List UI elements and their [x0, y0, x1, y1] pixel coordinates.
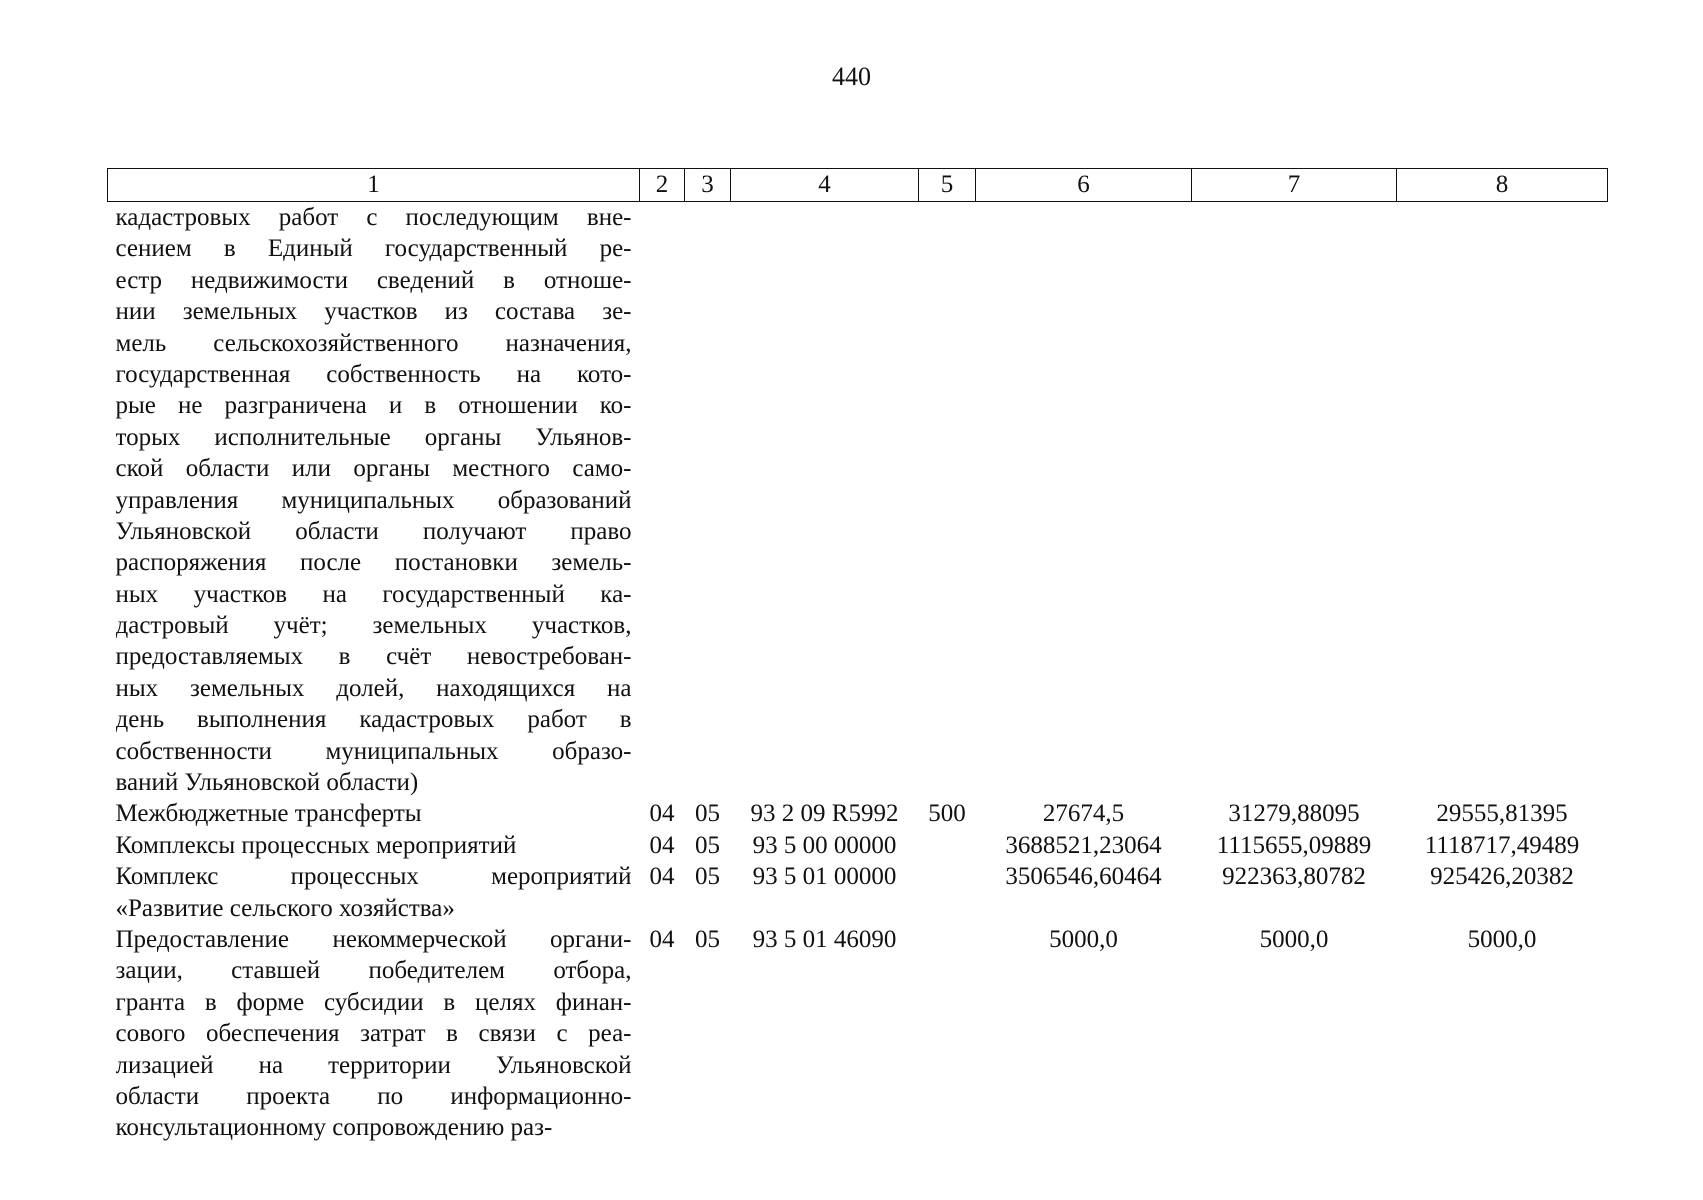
cell-c5	[919, 202, 976, 799]
row-name-cell	[108, 830, 640, 861]
cell-c4: 93 2 09 R5992	[750, 800, 899, 828]
row-name-line: Межбюджетные трансферты	[115, 800, 422, 828]
row-name-line: ных земельных долей, находящихся на	[115, 674, 632, 702]
column-header: 6	[976, 169, 1192, 202]
cell-c5	[919, 924, 976, 1144]
table-row	[108, 830, 1608, 861]
row-name-line: Комплекс процессных мероприятий	[115, 863, 632, 891]
cell-c3: 05	[695, 831, 720, 859]
cell-c7	[1192, 202, 1397, 799]
cell-c2: 04	[649, 863, 675, 891]
cell-c7: 31279,88095	[1228, 800, 1360, 828]
row-name-line: рые не разграничена и в отношении ко-	[115, 392, 632, 420]
cell-c5	[919, 830, 976, 861]
row-name-line: «Развитие сельского хозяйства»	[115, 894, 455, 922]
cell-c6: 3688521,23064	[1005, 831, 1162, 859]
cell-c3: 05	[695, 926, 720, 954]
table-row	[108, 798, 1608, 829]
cell-c4: 93 5 00 00000	[752, 831, 897, 859]
column-header: 3	[685, 169, 731, 202]
cell-c3	[685, 202, 731, 799]
cell-c7: 1115655,09889	[1216, 831, 1372, 859]
row-name-line: собственности муниципальных образо-	[115, 737, 632, 765]
cell-c2: 04	[649, 831, 675, 859]
page-number: 440	[832, 62, 871, 91]
row-name-cell	[108, 798, 640, 829]
column-header: 2	[640, 169, 685, 202]
row-name-cell	[108, 202, 640, 799]
table-row	[108, 202, 1608, 799]
row-name-line: государственная собственность на кото-	[115, 360, 632, 388]
row-name-cell	[108, 861, 640, 924]
row-name-cell	[108, 924, 640, 1144]
cell-c6: 3506546,60464	[1005, 863, 1162, 891]
cell-c2: 04	[649, 926, 675, 954]
cell-c5: 500	[928, 800, 966, 828]
table-header-row	[108, 169, 1608, 202]
row-name-line: торых исполнительные органы Ульянов-	[115, 423, 632, 451]
row-name-line: области проекта по информационно-	[115, 1082, 632, 1110]
cell-c5	[919, 861, 976, 924]
row-name-line: сового обеспечения затрат в связи с реа-	[115, 1020, 632, 1048]
row-name-line: мель сельскохозяйственного назначения,	[115, 329, 632, 357]
row-name-line: управления муниципальных образований	[115, 486, 632, 514]
row-name-line: ных участков на государственный ка-	[115, 580, 632, 608]
cell-c4: 93 5 01 46090	[752, 926, 897, 954]
cell-c8: 5000,0	[1467, 926, 1537, 954]
cell-c6	[976, 202, 1192, 799]
cell-c2	[640, 202, 685, 799]
cell-c6: 5000,0	[1049, 926, 1118, 954]
table-row	[108, 924, 1608, 1144]
row-name-line: предоставляемых в счёт невостребован-	[115, 643, 632, 671]
row-name-line: зации, ставшей победителем отбора,	[115, 957, 632, 985]
row-name-line: лизацией на территории Ульяновской	[115, 1051, 632, 1079]
cell-c8: 1118717,49489	[1424, 831, 1580, 859]
row-name-line: день выполнения кадастровых работ в	[115, 706, 632, 734]
row-name-line: распоряжения после постановки земель-	[115, 549, 632, 577]
cell-c3: 05	[695, 800, 720, 828]
cell-c7: 922363,80782	[1222, 863, 1366, 891]
row-name-line: Предоставление некоммерческой органи-	[115, 926, 632, 954]
cell-c8: 925426,20382	[1430, 863, 1574, 891]
cell-c4	[731, 202, 919, 799]
column-header: 8	[1397, 169, 1608, 202]
row-name-line: ваний Ульяновской области)	[115, 769, 419, 797]
row-name-line: естр недвижимости сведений в отноше-	[115, 266, 632, 294]
row-name-line: дастровый учёт; земельных участков,	[115, 612, 632, 640]
cell-c2: 04	[649, 800, 675, 828]
cell-c8	[1397, 202, 1608, 799]
row-name-line: сением в Единый государственный ре-	[115, 235, 632, 263]
cell-c7: 5000,0	[1259, 926, 1329, 954]
cell-c4: 93 5 01 00000	[752, 863, 897, 891]
row-name-line: гранта в форме субсидии в целях финан-	[115, 988, 632, 1016]
cell-c8: 29555,81395	[1436, 800, 1568, 828]
column-header: 1	[108, 169, 640, 202]
row-name-line: Ульяновской области получают право	[115, 517, 632, 545]
row-name-line: ской области или органы местного само-	[115, 455, 632, 483]
row-name-line: нии земельных участков из состава зе-	[115, 298, 632, 326]
column-header: 4	[731, 169, 919, 202]
column-header: 5	[919, 169, 976, 202]
row-name-line: кадастровых работ с последующим вне-	[115, 204, 632, 231]
cell-c6: 27674,5	[1042, 800, 1125, 828]
table-row	[108, 861, 1608, 924]
row-name-line: консультационному сопровождению раз-	[115, 1114, 553, 1142]
cell-c3: 05	[695, 863, 720, 891]
row-name-line: Комплексы процессных мероприятий	[115, 831, 517, 859]
budget-table	[107, 168, 1608, 1144]
column-header: 7	[1192, 169, 1397, 202]
table-body	[108, 202, 1608, 1144]
